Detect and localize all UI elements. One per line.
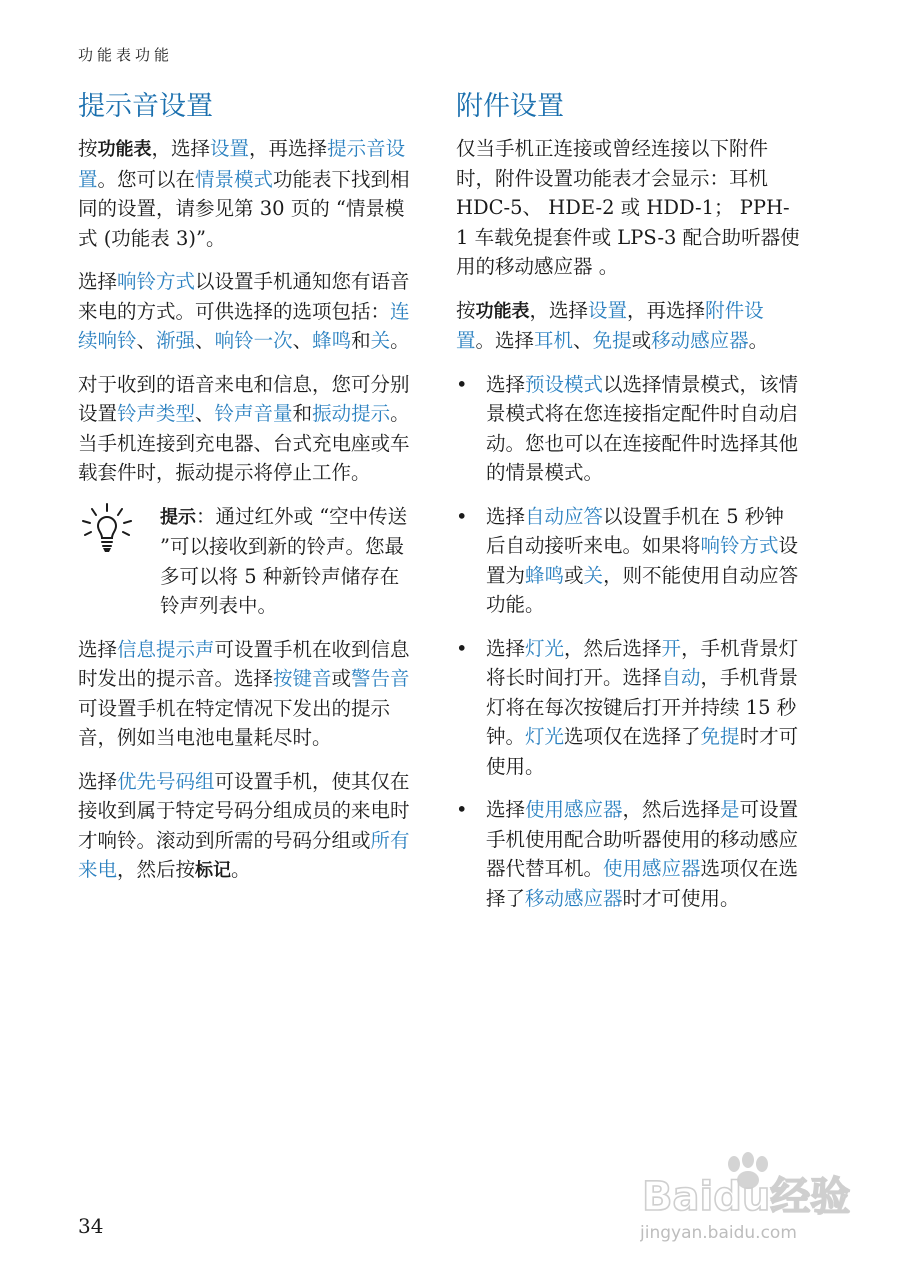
paragraph xyxy=(78,267,418,356)
text-run: 选择 xyxy=(78,637,118,661)
menu-term: 铃声音量 xyxy=(214,402,293,425)
text-run: ，手机背景灯将长时间打开。选择 xyxy=(486,636,799,689)
menu-term: 自动应答 xyxy=(525,504,604,528)
text-run: 。当手机连接到充电器、台式充电座或车载套件时，振动提示将停止工作。 xyxy=(78,402,410,484)
menu-term: 所有来电 xyxy=(78,828,410,881)
bullet-item xyxy=(456,634,801,782)
watermark-url: jingyan.baidu.com xyxy=(640,1223,797,1243)
text-run: 选择 xyxy=(486,636,526,660)
menu-term: 自动 xyxy=(661,666,701,689)
bullet-icon: • xyxy=(456,798,468,821)
menu-term: 灯光 xyxy=(525,636,565,660)
menu-term: 开 xyxy=(661,636,682,660)
menu-term: 提示音设置 xyxy=(78,137,406,191)
menu-term: 设置 xyxy=(588,298,628,322)
text-run: 选择 xyxy=(486,504,526,528)
key-label: 标记 xyxy=(195,860,232,881)
paragraph xyxy=(456,134,801,282)
text-run: 。您可以在 xyxy=(97,167,196,191)
tip-text xyxy=(160,502,418,621)
text-run: 仅当手机正连接或曾经连接以下附件时，附件设置功能表才会显示：耳机 HDC-5、 HDE-2 或 HDD-1； PPH-1 车载免提套件或 LPS-3 配合助听器使用的移动感应器 。 xyxy=(456,137,800,278)
key-label: 功能表 xyxy=(475,300,530,322)
text-run: ，选择 xyxy=(529,298,589,322)
page-number: 34 xyxy=(78,1214,104,1238)
text-run: 设置为 xyxy=(486,534,799,587)
right-column xyxy=(456,88,801,927)
bullet-item xyxy=(456,370,801,488)
bullet-icon: • xyxy=(456,372,468,396)
text-run: 功能表下找到相同的设置，请参见第 30 页的 “情景模式 (功能表 3)”。 xyxy=(78,167,410,250)
text-run: 选择 xyxy=(486,372,526,396)
text-run: 可设置手机使用配合助听器使用的移动感应器代替耳机。 xyxy=(486,798,799,880)
menu-term: 信息提示声 xyxy=(117,637,215,661)
menu-term: 警告音 xyxy=(351,667,410,690)
text-run: 、 xyxy=(195,402,215,425)
menu-term: 关 xyxy=(583,563,604,587)
text-run: 时才可使用。 xyxy=(622,886,740,910)
tip-box xyxy=(78,502,418,621)
paragraph xyxy=(78,134,418,253)
text-run: 或 xyxy=(564,563,584,587)
text-run: 。 xyxy=(748,329,769,352)
menu-term: 是 xyxy=(720,798,740,821)
text-run: ，然后选择 xyxy=(564,636,662,660)
menu-term: 附件设置 xyxy=(456,298,764,352)
menu-term: 优先号码组 xyxy=(117,769,215,793)
text-run: 或 xyxy=(631,329,652,352)
menu-term: 铃声类型 xyxy=(117,402,196,425)
menu-term: 蜂鸣 xyxy=(312,329,352,352)
baidu-jingyan-watermark xyxy=(640,1150,870,1245)
watermark-logo: Baidu经验 xyxy=(642,1174,851,1220)
text-run: 、 xyxy=(573,329,593,352)
menu-term: 使用感应器 xyxy=(603,857,701,880)
text-run: 选项仅在选择了 xyxy=(486,857,799,910)
text-run: 选项仅在选择了 xyxy=(564,725,701,748)
menu-term: 情景模式 xyxy=(195,167,274,191)
lightbulb-icon xyxy=(78,502,160,621)
text-run: ，再选择 xyxy=(627,298,706,322)
section-title-accessory-settings: 附件设置 xyxy=(456,91,564,122)
key-label: 功能表 xyxy=(97,139,152,160)
text-run: 时才可使用。 xyxy=(486,725,799,778)
text-run: 。 xyxy=(390,329,410,352)
menu-term: 使用感应器 xyxy=(525,798,623,821)
text-run: 和 xyxy=(351,329,371,352)
text-run: 、 xyxy=(195,329,215,352)
text-run: 。选择 xyxy=(475,329,535,352)
left-column xyxy=(78,88,418,900)
section-title-ringtone-settings: 提示音设置 xyxy=(78,91,213,122)
menu-term: 蜂鸣 xyxy=(525,563,565,587)
menu-term: 响铃方式 xyxy=(700,534,779,557)
text-run: ，再选择 xyxy=(249,137,328,160)
menu-term: 响铃一次 xyxy=(214,329,293,352)
menu-term: 耳机 xyxy=(534,329,574,352)
text-run: ，选择 xyxy=(151,137,211,160)
text-run: 按 xyxy=(456,298,476,322)
text-run: 以设置手机通知您有语音来电的方式。可供选择的选项包括： xyxy=(78,270,410,323)
menu-term: 响铃方式 xyxy=(117,270,196,293)
text-run: ：通过红外或 “空中传送 ”可以接收到新的铃声。您最多可以将 5 种新铃声储存在铃声列表中。 xyxy=(160,504,408,617)
menu-term: 免提 xyxy=(592,329,632,352)
text-run: 可设置手机，使其仅在接收到属于特定号码分组成员的来电时才响铃。滚动到所需的号码分组或 xyxy=(78,769,410,852)
menu-term: 移动感应器 xyxy=(651,329,749,352)
menu-term: 移动感应器 xyxy=(525,886,623,910)
bullet-item xyxy=(456,795,801,913)
menu-term: 预设模式 xyxy=(525,372,604,396)
text-run: 以选择情景模式，该情景模式将在您连接指定配件时自动启动。您也可以在连接配件时选择其他的情景模式。 xyxy=(486,372,799,484)
menu-term: 免提 xyxy=(700,725,740,748)
paragraph xyxy=(78,370,418,488)
running-header: 功能表功能 xyxy=(78,46,174,64)
paragraph xyxy=(456,296,801,356)
menu-term: 连续响铃 xyxy=(78,299,410,352)
text-run: 以设置手机在 5 秒钟后自动接听来电。如果将 xyxy=(486,504,784,557)
text-run: ，然后按 xyxy=(117,858,196,881)
text-run: 、 xyxy=(292,329,313,352)
bullet-item xyxy=(456,502,801,620)
bullet-list xyxy=(456,370,801,914)
text-run: 可设置手机在特定情况下发出的提示音，例如当电池电量耗尽时。 xyxy=(78,696,391,749)
text-run: 。 xyxy=(231,858,251,881)
paragraph xyxy=(78,767,418,886)
bullet-icon: • xyxy=(456,636,468,660)
text-run: ，然后选择 xyxy=(622,798,721,821)
text-run: 和 xyxy=(292,402,313,425)
menu-term: 灯光 xyxy=(525,725,565,748)
text-run: ，则不能使用自动应答功能。 xyxy=(486,563,799,616)
text-run: 选择 xyxy=(78,270,118,293)
menu-term: 按键音 xyxy=(273,667,332,690)
text-run: 可设置手机在收到信息时发出的提示音。选择 xyxy=(78,637,410,690)
text-run: 、 xyxy=(136,329,157,352)
text-run: 对于收到的语音来电和信息，您可分别设置 xyxy=(78,372,410,425)
key-label: 提示 xyxy=(160,506,196,528)
menu-term: 渐强 xyxy=(156,329,196,352)
text-run: ，手机背景灯将在每次按键后打开并持续 15 秒钟。 xyxy=(486,666,799,748)
text-run: 选择 xyxy=(78,769,118,793)
text-run: 按 xyxy=(78,137,98,160)
menu-term: 振动提示 xyxy=(312,402,391,425)
bullet-icon: • xyxy=(456,504,468,528)
paragraph xyxy=(78,635,418,753)
menu-term: 设置 xyxy=(210,137,250,160)
text-run: 选择 xyxy=(486,798,526,821)
text-run: 或 xyxy=(331,667,352,690)
menu-term: 关 xyxy=(370,329,391,352)
